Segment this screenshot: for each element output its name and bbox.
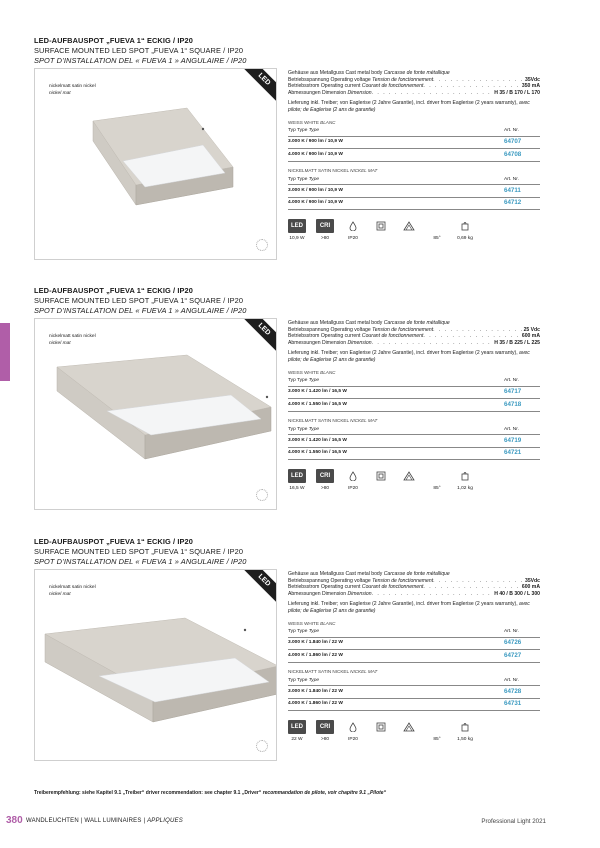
- type-cell: 4.000 K / 1.550 lm / 16,5 W: [288, 399, 504, 412]
- spec-label: [288, 83, 423, 90]
- type-cell: 3.000 K / 1.420 lm / 16,5 W: [288, 386, 504, 399]
- material-fr: Carcasse de fonte métallique: [383, 70, 450, 76]
- spec-value: 600 mA: [521, 584, 540, 591]
- table-row: [288, 149, 540, 162]
- leader-dots: [423, 333, 522, 340]
- material-line: [288, 571, 540, 578]
- protection-class-icon: [372, 469, 390, 483]
- product-title-de: LED-AUFBAUSPOT „FUEVA 1“ ECKIG / IP20: [34, 36, 193, 45]
- group-title-fr: NICKEL MAT: [350, 167, 378, 173]
- beam-angle-icon: [400, 219, 418, 233]
- feature-icon: [456, 720, 474, 744]
- column-type: [288, 677, 504, 686]
- feature-icons: [288, 219, 540, 243]
- art-number-cell: 64707: [504, 136, 540, 149]
- lamp-illustration: [35, 69, 277, 260]
- qr-code-icon: [256, 489, 268, 501]
- chapter-tab: [0, 323, 10, 381]
- leader-dots: [433, 578, 525, 585]
- art-number-cell: 64727: [504, 650, 540, 663]
- table-row: [288, 650, 540, 663]
- column-type-label: Typ Type: [288, 426, 308, 432]
- table-row: [288, 447, 540, 460]
- ip-drop-icon: [344, 219, 362, 233]
- feature-icon: [344, 219, 362, 243]
- spec-row: [288, 340, 540, 347]
- product-info: [288, 320, 540, 493]
- feature-value: IP20: [348, 737, 358, 743]
- spec-label-de: Abmessungen Dimension: [288, 339, 347, 346]
- feature-icon: [400, 469, 418, 493]
- lamp-illustration: [35, 570, 277, 761]
- product-title-fr: SPOT D’INSTALLATION DEL « FUEVA 1 » ANGULAIRE / IP20: [34, 56, 247, 65]
- product-info: [288, 70, 540, 243]
- color-group-title: [288, 669, 540, 676]
- group-title-de-en: NICKELMATT SATIN NICKEL: [288, 417, 349, 423]
- feature-value: 1,50 kg: [457, 737, 473, 743]
- product-image: [34, 569, 277, 761]
- article-table: [288, 628, 540, 663]
- column-type-label-fr: Type: [308, 629, 320, 635]
- table-row: [288, 185, 540, 198]
- spec-label-de: Betriebsstrom Operating current: [288, 333, 361, 340]
- art-number-cell: 64728: [504, 686, 540, 699]
- product-section: [34, 286, 540, 492]
- art-number-cell: 64712: [504, 197, 540, 210]
- column-type-label-fr: Type: [308, 128, 320, 134]
- spec-label: [288, 327, 433, 334]
- material-de: Gehäuse aus Metallguss Cast metal body: [288, 571, 383, 577]
- finish-label: [49, 584, 96, 598]
- cri-icon: CRI: [316, 219, 334, 233]
- column-art-nr: Art. Nr.: [504, 628, 540, 637]
- led-badge: LED: [241, 318, 277, 352]
- finish-fr: nickel mat: [49, 91, 71, 96]
- beam-angle-icon: [400, 720, 418, 734]
- art-number-cell: 64708: [504, 149, 540, 162]
- leader-dots: [433, 77, 525, 84]
- feature-value: >80: [320, 486, 330, 492]
- feature-value: >80: [320, 236, 330, 242]
- column-type-label-fr: Type: [308, 677, 320, 683]
- weight-icon: [456, 720, 474, 734]
- leader-dots: [372, 591, 495, 598]
- color-group-title: [288, 621, 540, 628]
- led-badge: LED: [241, 68, 277, 102]
- feature-icons: [288, 720, 540, 744]
- product-info: [288, 571, 540, 744]
- leader-dots: [423, 83, 522, 90]
- weight-icon: [456, 469, 474, 483]
- delivery-de: Lieferung inkl. Treiber; von Eaglerise (2 Jahre Garantie), incl. driver from Eaglerise: [288, 350, 474, 357]
- type-cell: 4.000 K / 900 lm / 10,9 W: [288, 149, 504, 162]
- finish-de: nickelmatt satin nickel: [49, 585, 96, 590]
- article-table: [288, 377, 540, 412]
- spec-row: [288, 333, 540, 340]
- spec-row: [288, 584, 540, 591]
- protection-class-icon: [372, 720, 390, 734]
- leader-dots: [433, 327, 523, 334]
- spec-row: [288, 83, 540, 90]
- group-title-de-en: WEISS WHITE: [288, 119, 319, 125]
- feature-icon: [316, 720, 334, 744]
- delivery-fr: avec pilote; de Eaglerise (2 ans de garantie): [288, 601, 530, 614]
- spec-label-fr: Tension de fonctionnement: [372, 577, 434, 584]
- feature-icon: [316, 469, 334, 493]
- column-type-label: Typ Type: [288, 176, 308, 182]
- delivery-de: Lieferung inkl. Treiber; von Eaglerise (2 Jahre Garantie), incl. driver from Eaglerise: [288, 100, 474, 107]
- delivery-fr: avec pilote; de Eaglerise (2 ans de garantie): [288, 350, 530, 363]
- delivery-note: [288, 100, 540, 113]
- group-title-fr: BLANC: [320, 620, 336, 626]
- column-type-label-fr: Type: [308, 378, 320, 384]
- product-section: [34, 36, 540, 242]
- spec-value: H 40 / B 300 / L 300: [494, 590, 540, 597]
- color-group-title: [288, 418, 540, 425]
- column-art-nr: Art. Nr.: [504, 377, 540, 386]
- beam-angle-icon: [400, 469, 418, 483]
- color-group-title: [288, 370, 540, 377]
- page-number: 380: [6, 815, 23, 826]
- table-row: [288, 637, 540, 650]
- finish-fr: nickel mat: [49, 592, 71, 597]
- feature-icon: [344, 469, 362, 493]
- material-de: Gehäuse aus Metallguss Cast metal body: [288, 320, 383, 326]
- spacer-icon: [428, 219, 446, 233]
- spec-value: 25 Vdc: [523, 326, 540, 333]
- feature-icons: [288, 469, 540, 493]
- ip-drop-icon: [344, 469, 362, 483]
- finish-de: nickelmatt satin nickel: [49, 334, 96, 339]
- delivery-en: (2 years warranty),: [475, 601, 518, 608]
- note-fr: recommandation de pilote, voir chapitre 9.1 „Pilote“: [262, 790, 387, 796]
- type-cell: 4.000 K / 900 lm / 10,9 W: [288, 197, 504, 210]
- feature-icon: [372, 720, 390, 744]
- cri-icon: CRI: [316, 720, 334, 734]
- spec-label-fr: Courant de fonctionnement: [361, 584, 424, 591]
- qr-code-icon: [256, 740, 268, 752]
- finish-label: [49, 83, 96, 97]
- qr-code-icon: [256, 239, 268, 251]
- spec-row: [288, 578, 540, 585]
- feature-icon: [288, 469, 306, 493]
- spec-label-de: Betriebsstrom Operating current: [288, 584, 361, 591]
- spec-label: [288, 340, 372, 347]
- delivery-en: (2 years warranty),: [475, 350, 518, 357]
- feature-icon: [428, 219, 446, 243]
- column-type-label: Typ Type: [288, 378, 308, 384]
- spec-label-fr: Dimension: [347, 89, 372, 96]
- spec-label: [288, 77, 433, 84]
- feature-value: 22 W: [291, 737, 303, 743]
- column-type: [288, 426, 504, 435]
- group-title-fr: BLANC: [320, 119, 336, 125]
- group-title-de-en: WEISS WHITE: [288, 369, 319, 375]
- table-row: [288, 197, 540, 210]
- product-image: [34, 68, 277, 260]
- finish-label: [49, 333, 96, 347]
- spec-value: 350 mA: [521, 83, 540, 90]
- feature-icon: [316, 219, 334, 243]
- led-icon: LED: [288, 720, 306, 734]
- product-title-de: LED-AUFBAUSPOT „FUEVA 1“ ECKIG / IP20: [34, 286, 193, 295]
- spec-value: H 35 / B 225 / L 225: [494, 339, 540, 346]
- art-number-cell: 64726: [504, 637, 540, 650]
- spec-value: 600 mA: [521, 333, 540, 340]
- material-fr: Carcasse de fonte métallique: [383, 571, 450, 577]
- delivery-note: [288, 601, 540, 614]
- weight-icon: [456, 219, 474, 233]
- spec-label-de: Betriebsstrom Operating current: [288, 83, 361, 90]
- product-section: [34, 537, 540, 743]
- protection-class-icon: [372, 219, 390, 233]
- group-title-de-en: NICKELMATT SATIN NICKEL: [288, 167, 349, 173]
- led-icon: LED: [288, 469, 306, 483]
- spec-label: [288, 591, 372, 598]
- feature-icon: [400, 219, 418, 243]
- column-type-label-fr: Type: [308, 426, 320, 432]
- color-group-title: [288, 168, 540, 175]
- spec-label-fr: Courant de fonctionnement: [361, 83, 424, 90]
- leader-dots: [423, 584, 522, 591]
- type-cell: 3.000 K / 1.840 lm / 22 W: [288, 637, 504, 650]
- group-title-de-en: NICKELMATT SATIN NICKEL: [288, 668, 349, 674]
- spec-label: [288, 584, 423, 591]
- material-de: Gehäuse aus Metallguss Cast metal body: [288, 70, 383, 76]
- feature-value: 85°: [433, 737, 441, 743]
- art-number-cell: 64731: [504, 698, 540, 711]
- column-art-nr: Art. Nr.: [504, 127, 540, 136]
- spec-label-fr: Tension de fonctionnement: [372, 326, 434, 333]
- column-type-label: Typ Type: [288, 128, 308, 134]
- column-type: [288, 377, 504, 386]
- feature-icon: [288, 219, 306, 243]
- feature-icon: [288, 720, 306, 744]
- spec-row: [288, 327, 540, 334]
- column-type-label-fr: Type: [308, 176, 320, 182]
- art-number-cell: 64711: [504, 185, 540, 198]
- spec-label-fr: Dimension: [347, 590, 372, 597]
- article-table: [288, 677, 540, 712]
- type-cell: 4.000 K / 1.860 lm / 22 W: [288, 650, 504, 663]
- delivery-fr: avec pilote; de Eaglerise (2 ans de garantie): [288, 100, 530, 113]
- feature-icon: [400, 720, 418, 744]
- spec-label: [288, 333, 423, 340]
- group-title-fr: NICKEL MAT: [350, 668, 378, 674]
- column-type-label: Typ Type: [288, 629, 308, 635]
- spec-value: 35Vdc: [524, 76, 540, 83]
- page-section-name: [26, 818, 183, 824]
- product-title-fr: SPOT D’INSTALLATION DEL « FUEVA 1 » ANGULAIRE / IP20: [34, 557, 247, 566]
- ip-drop-icon: [344, 720, 362, 734]
- material-line: [288, 320, 540, 327]
- feature-icon: [428, 720, 446, 744]
- product-title-en: SURFACE MOUNTED LED SPOT „FUEVA 1“ SQUARE / IP20: [34, 46, 244, 55]
- table-row: [288, 686, 540, 699]
- spec-label-de: Abmessungen Dimension: [288, 89, 347, 96]
- feature-value: 85°: [433, 236, 441, 242]
- group-title-fr: NICKEL MAT: [350, 417, 378, 423]
- leader-dots: [372, 340, 495, 347]
- column-type: [288, 127, 504, 136]
- product-image: [34, 318, 277, 510]
- type-cell: 4.000 K / 1.860 lm / 22 W: [288, 698, 504, 711]
- type-cell: 3.000 K / 900 lm / 10,9 W: [288, 185, 504, 198]
- table-row: [288, 136, 540, 149]
- finish-fr: nickel mat: [49, 341, 71, 346]
- feature-value: 0,69 kg: [457, 236, 473, 242]
- spec-label-fr: Tension de fonctionnement: [372, 76, 434, 83]
- cri-icon: CRI: [316, 469, 334, 483]
- group-title-fr: BLANC: [320, 369, 336, 375]
- page-section-label: WANDLEUCHTEN | WALL LUMINAIRES |: [26, 818, 146, 824]
- type-cell: 3.000 K / 1.840 lm / 22 W: [288, 686, 504, 699]
- feature-value: IP20: [348, 236, 358, 242]
- column-type-label: Typ Type: [288, 677, 308, 683]
- delivery-en: (2 years warranty),: [475, 100, 518, 107]
- type-cell: 3.000 K / 1.420 lm / 16,5 W: [288, 435, 504, 448]
- delivery-note: [288, 350, 540, 363]
- type-cell: 3.000 K / 900 lm / 10,9 W: [288, 136, 504, 149]
- article-table: [288, 127, 540, 162]
- led-badge: LED: [241, 569, 277, 603]
- column-type: [288, 176, 504, 185]
- color-group-title: [288, 120, 540, 127]
- feature-value: 16,5 W: [289, 486, 305, 492]
- feature-icon: [344, 720, 362, 744]
- column-type: [288, 628, 504, 637]
- spec-label-de: Betriebsspannung Operating voltage: [288, 326, 371, 333]
- spec-label: [288, 90, 372, 97]
- spec-label-de: Abmessungen Dimension: [288, 590, 347, 597]
- spec-row: [288, 90, 540, 97]
- feature-value: 10,9 W: [289, 236, 305, 242]
- feature-icon: [372, 469, 390, 493]
- art-number-cell: 64717: [504, 386, 540, 399]
- table-row: [288, 698, 540, 711]
- page-section-label-fr: APPLIQUES: [147, 818, 183, 824]
- article-table: [288, 176, 540, 211]
- column-art-nr: Art. Nr.: [504, 677, 540, 686]
- art-number-cell: 64719: [504, 435, 540, 448]
- material-line: [288, 70, 540, 77]
- type-cell: 4.000 K / 1.550 lm / 16,5 W: [288, 447, 504, 460]
- product-title-en: SURFACE MOUNTED LED SPOT „FUEVA 1“ SQUARE / IP20: [34, 296, 244, 305]
- art-number-cell: 64718: [504, 399, 540, 412]
- page-footer: [6, 817, 546, 829]
- brand-label: Professional Light 2021: [481, 818, 546, 825]
- column-art-nr: Art. Nr.: [504, 176, 540, 185]
- feature-icon: [428, 469, 446, 493]
- art-number-cell: 64721: [504, 447, 540, 460]
- spec-label-fr: Courant de fonctionnement: [361, 333, 424, 340]
- driver-recommendation-note: [34, 790, 386, 796]
- group-title-de-en: WEISS WHITE: [288, 620, 319, 626]
- feature-icon: [456, 219, 474, 243]
- spec-label-de: Betriebsspannung Operating voltage: [288, 76, 371, 83]
- product-title-fr: SPOT D’INSTALLATION DEL « FUEVA 1 » ANGULAIRE / IP20: [34, 306, 247, 315]
- material-fr: Carcasse de fonte métallique: [383, 320, 450, 326]
- spacer-icon: [428, 720, 446, 734]
- product-title-en: SURFACE MOUNTED LED SPOT „FUEVA 1“ SQUARE / IP20: [34, 547, 244, 556]
- spec-label: [288, 578, 433, 585]
- article-table: [288, 426, 540, 461]
- spec-label-fr: Dimension: [347, 339, 372, 346]
- leader-dots: [372, 90, 495, 97]
- led-icon: LED: [288, 219, 306, 233]
- spec-label-de: Betriebsspannung Operating voltage: [288, 577, 371, 584]
- spacer-icon: [428, 469, 446, 483]
- finish-de: nickelmatt satin nickel: [49, 84, 96, 89]
- table-row: [288, 386, 540, 399]
- feature-value: IP20: [348, 486, 358, 492]
- table-row: [288, 435, 540, 448]
- spec-row: [288, 77, 540, 84]
- spec-value: 35Vdc: [524, 577, 540, 584]
- lamp-illustration: [35, 319, 277, 510]
- feature-value: >80: [320, 737, 330, 743]
- feature-value: 1,02 kg: [457, 486, 473, 492]
- product-title-de: LED-AUFBAUSPOT „FUEVA 1“ ECKIG / IP20: [34, 537, 193, 546]
- spec-value: H 35 / B 170 / L 170: [494, 89, 540, 96]
- feature-value: 85°: [433, 486, 441, 492]
- delivery-de: Lieferung inkl. Treiber; von Eaglerise (2 Jahre Garantie), incl. driver from Eaglerise: [288, 601, 474, 608]
- feature-icon: [372, 219, 390, 243]
- spec-row: [288, 591, 540, 598]
- note-de: Treiberempfehlung: siehe Kapitel 9.1 „Treiber“ driver recommendation: see chapter 9.1 „Driver“: [34, 790, 262, 796]
- table-row: [288, 399, 540, 412]
- feature-icon: [456, 469, 474, 493]
- column-art-nr: Art. Nr.: [504, 426, 540, 435]
